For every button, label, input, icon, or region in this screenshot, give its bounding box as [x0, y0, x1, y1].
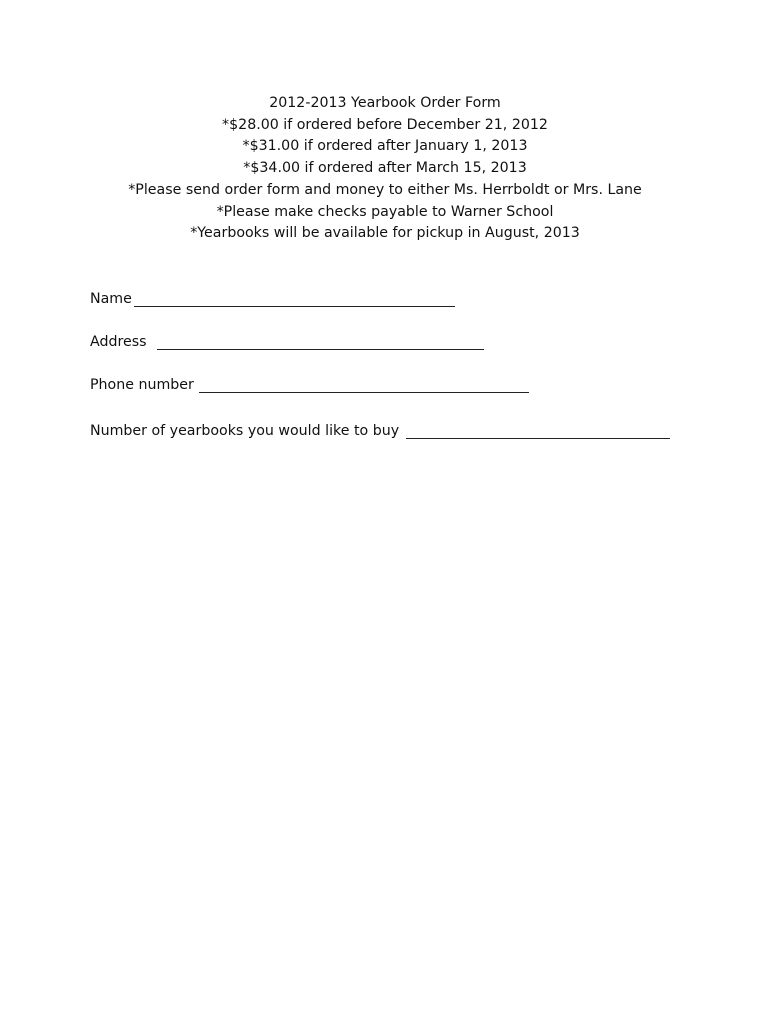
name-label: Name — [90, 291, 132, 307]
quantity-field — [90, 421, 670, 441]
address-blank-line[interactable] — [157, 349, 484, 350]
address-field — [90, 332, 484, 352]
payment-instruction: *Please make checks payable to Warner School — [216, 203, 554, 220]
quantity-label: Number of yearbooks you would like to buy — [90, 423, 400, 439]
quantity-blank-line[interactable] — [406, 438, 670, 439]
phone-label: Phone number — [90, 377, 194, 393]
form-title: 2012-2013 Yearbook Order Form — [269, 95, 501, 111]
phone-blank-line[interactable] — [199, 392, 529, 393]
name-field — [90, 289, 455, 309]
address-label: Address — [90, 334, 147, 350]
price-march: *$34.00 if ordered after March 15, 2013 — [243, 160, 527, 177]
phone-field — [90, 375, 529, 395]
name-blank-line[interactable] — [134, 306, 455, 307]
form-header — [0, 93, 770, 245]
submission-instruction: *Please send order form and money to either Ms. Herrboldt or Mrs. Lane — [128, 181, 642, 198]
pickup-notice: *Yearbooks will be available for pickup in August, 2013 — [190, 225, 580, 242]
price-january: *$31.00 if ordered after January 1, 2013 — [242, 138, 528, 155]
price-early: *$28.00 if ordered before December 21, 2012 — [222, 116, 548, 133]
